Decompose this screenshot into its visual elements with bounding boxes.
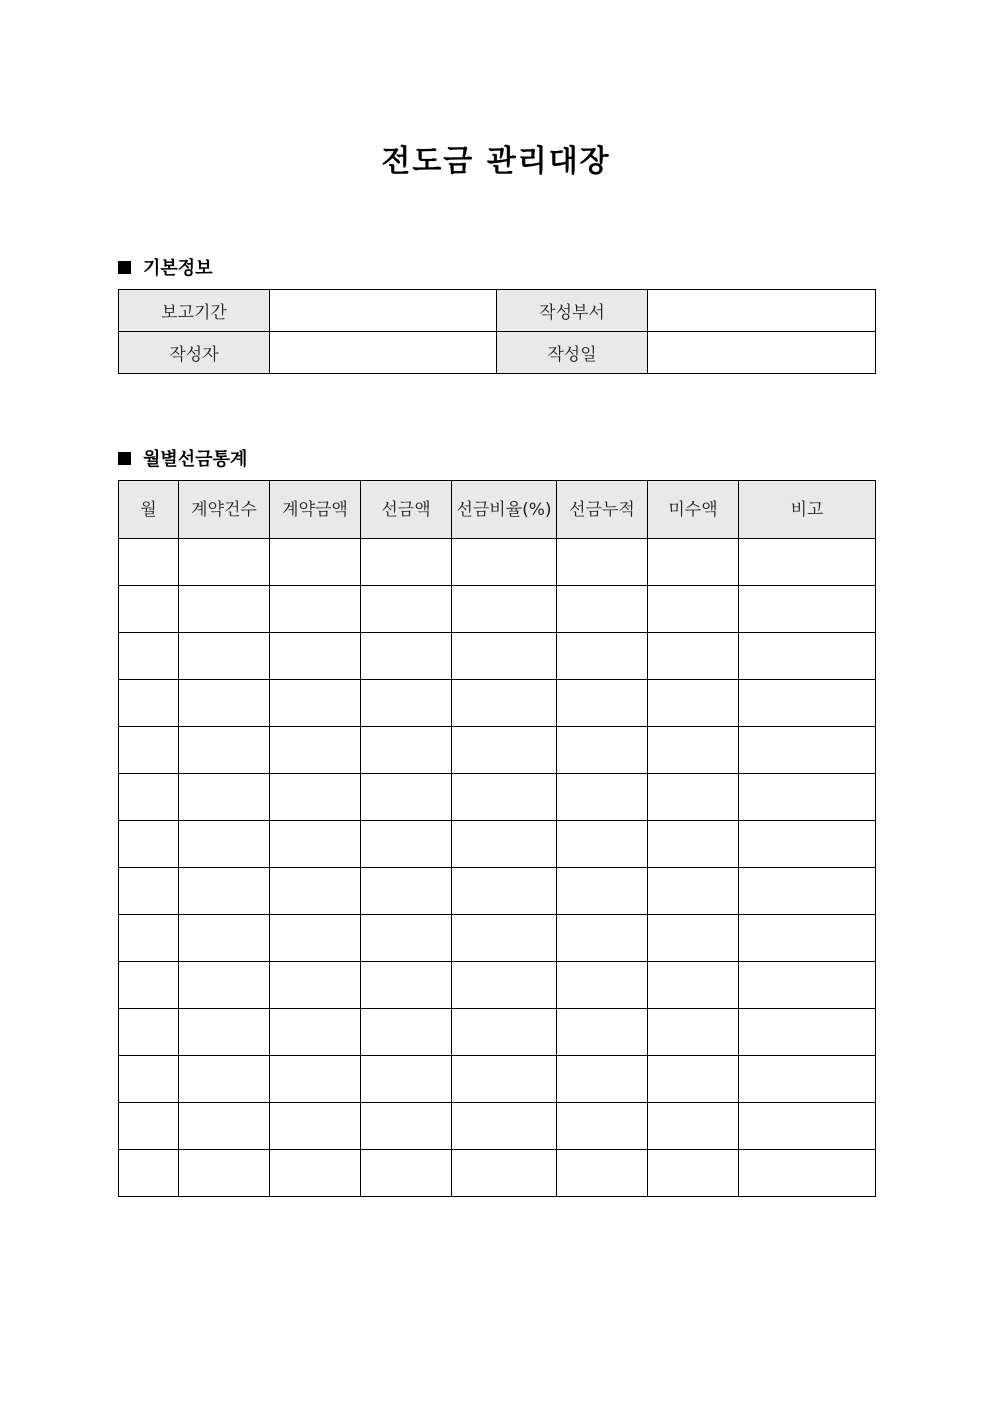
table-cell[interactable] [119, 915, 179, 962]
table-cell[interactable] [648, 774, 739, 821]
table-cell[interactable] [361, 774, 452, 821]
table-cell[interactable] [270, 1056, 361, 1103]
table-cell[interactable] [557, 680, 648, 727]
table-cell[interactable] [270, 586, 361, 633]
table-row [119, 332, 876, 374]
table-cell[interactable] [119, 633, 179, 680]
column-header: 선금누적 [557, 481, 648, 539]
table-cell[interactable] [557, 821, 648, 868]
table-row [119, 915, 876, 962]
table-cell[interactable] [361, 586, 452, 633]
table-cell[interactable] [119, 821, 179, 868]
table-cell[interactable] [452, 539, 557, 586]
table-cell[interactable] [739, 586, 876, 633]
table-cell[interactable] [361, 915, 452, 962]
info-value-field[interactable] [270, 290, 497, 332]
section-heading-label: 월별선금통계 [143, 449, 248, 470]
table-row [119, 586, 876, 633]
table-cell[interactable] [270, 680, 361, 727]
table-cell[interactable] [557, 1009, 648, 1056]
table-cell[interactable] [739, 633, 876, 680]
info-label: 작성부서 [497, 290, 648, 332]
table-cell[interactable] [361, 633, 452, 680]
table-cell[interactable] [179, 1150, 270, 1197]
table-cell[interactable] [179, 680, 270, 727]
table-cell[interactable] [119, 774, 179, 821]
table-cell[interactable] [270, 868, 361, 915]
table-cell[interactable] [361, 1150, 452, 1197]
table-cell[interactable] [119, 1103, 179, 1150]
info-label: 작성일 [497, 332, 648, 374]
info-value-field[interactable] [270, 332, 497, 374]
table-row [119, 1009, 876, 1056]
table-cell[interactable] [648, 586, 739, 633]
table-cell[interactable] [648, 539, 739, 586]
table-cell[interactable] [270, 821, 361, 868]
table-cell[interactable] [452, 1009, 557, 1056]
table-cell[interactable] [452, 774, 557, 821]
table-cell[interactable] [179, 727, 270, 774]
table-cell[interactable] [739, 1009, 876, 1056]
table-cell[interactable] [119, 586, 179, 633]
table-cell[interactable] [739, 962, 876, 1009]
table-cell[interactable] [648, 868, 739, 915]
table-cell[interactable] [739, 915, 876, 962]
table-cell[interactable] [648, 915, 739, 962]
table-cell[interactable] [361, 539, 452, 586]
table-cell[interactable] [119, 1009, 179, 1056]
table-cell[interactable] [557, 1056, 648, 1103]
table-row [119, 774, 876, 821]
table-cell[interactable] [270, 774, 361, 821]
table-cell[interactable] [739, 821, 876, 868]
table-cell[interactable] [119, 962, 179, 1009]
table-cell[interactable] [452, 962, 557, 1009]
table-row [119, 868, 876, 915]
table-cell[interactable] [739, 774, 876, 821]
table-cell[interactable] [361, 680, 452, 727]
table-cell[interactable] [119, 1056, 179, 1103]
table-cell[interactable] [452, 727, 557, 774]
column-header: 선금비율(%) [452, 481, 557, 539]
table-cell[interactable] [119, 727, 179, 774]
table-cell[interactable] [557, 915, 648, 962]
table-cell[interactable] [557, 962, 648, 1009]
table-cell[interactable] [557, 868, 648, 915]
table-cell[interactable] [739, 539, 876, 586]
table-cell[interactable] [648, 1150, 739, 1197]
table-cell[interactable] [557, 1150, 648, 1197]
table-cell[interactable] [739, 1150, 876, 1197]
info-label: 작성자 [119, 332, 270, 374]
table-cell[interactable] [452, 1150, 557, 1197]
table-cell[interactable] [739, 727, 876, 774]
table-cell[interactable] [119, 868, 179, 915]
info-label: 보고기간 [119, 290, 270, 332]
table-cell[interactable] [270, 915, 361, 962]
table-cell[interactable] [452, 821, 557, 868]
table-cell[interactable] [361, 1103, 452, 1150]
table-cell[interactable] [119, 680, 179, 727]
table-header-row [119, 481, 876, 539]
table-row [119, 680, 876, 727]
table-cell[interactable] [179, 915, 270, 962]
table-cell[interactable] [557, 633, 648, 680]
table-cell[interactable] [179, 774, 270, 821]
table-cell[interactable] [270, 1150, 361, 1197]
table-row [119, 727, 876, 774]
table-cell[interactable] [270, 1103, 361, 1150]
table-cell[interactable] [452, 915, 557, 962]
column-header: 미수액 [648, 481, 739, 539]
table-cell[interactable] [557, 539, 648, 586]
table-cell[interactable] [270, 727, 361, 774]
table-cell[interactable] [179, 586, 270, 633]
table-cell[interactable] [119, 539, 179, 586]
table-cell[interactable] [270, 962, 361, 1009]
table-row [119, 821, 876, 868]
table-cell[interactable] [179, 868, 270, 915]
square-bullet-icon [118, 261, 131, 274]
table-row [119, 1103, 876, 1150]
table-cell[interactable] [119, 1150, 179, 1197]
table-cell[interactable] [648, 962, 739, 1009]
table-cell[interactable] [361, 1009, 452, 1056]
table-cell[interactable] [179, 633, 270, 680]
table-cell[interactable] [179, 1056, 270, 1103]
table-cell[interactable] [739, 868, 876, 915]
table-row [119, 290, 876, 332]
table-cell[interactable] [557, 1103, 648, 1150]
table-cell[interactable] [739, 680, 876, 727]
table-cell[interactable] [361, 1056, 452, 1103]
table-cell[interactable] [648, 1009, 739, 1056]
info-value-field[interactable] [648, 332, 876, 374]
column-header: 월 [119, 481, 179, 539]
table-cell[interactable] [452, 1103, 557, 1150]
table-cell[interactable] [648, 1103, 739, 1150]
table-cell[interactable] [452, 586, 557, 633]
table-cell[interactable] [361, 868, 452, 915]
square-bullet-icon [118, 452, 131, 465]
column-header: 계약금액 [270, 481, 361, 539]
column-header: 비고 [739, 481, 876, 539]
section-heading-basic-info [118, 254, 213, 280]
table-cell[interactable] [270, 1009, 361, 1056]
table-cell[interactable] [452, 633, 557, 680]
table-cell[interactable] [452, 680, 557, 727]
monthly-stats-table [118, 480, 876, 1197]
table-cell[interactable] [648, 727, 739, 774]
table-row [119, 1056, 876, 1103]
table-cell[interactable] [361, 821, 452, 868]
table-cell[interactable] [452, 868, 557, 915]
table-cell[interactable] [270, 633, 361, 680]
table-cell[interactable] [557, 586, 648, 633]
info-value-field[interactable] [648, 290, 876, 332]
table-cell[interactable] [557, 727, 648, 774]
table-row [119, 962, 876, 1009]
table-cell[interactable] [648, 633, 739, 680]
section-heading-label: 기본정보 [143, 258, 213, 279]
table-cell[interactable] [179, 1009, 270, 1056]
table-row [119, 633, 876, 680]
table-cell[interactable] [648, 680, 739, 727]
column-header: 선금액 [361, 481, 452, 539]
column-header: 계약건수 [179, 481, 270, 539]
table-cell[interactable] [361, 962, 452, 1009]
table-row [119, 539, 876, 586]
table-cell[interactable] [179, 821, 270, 868]
basic-info-table [118, 289, 876, 374]
page-title: 전도금 관리대장 [381, 144, 611, 179]
table-cell[interactable] [648, 1056, 739, 1103]
table-cell[interactable] [361, 727, 452, 774]
table-cell[interactable] [270, 539, 361, 586]
table-cell[interactable] [452, 1056, 557, 1103]
table-cell[interactable] [179, 1103, 270, 1150]
table-cell[interactable] [739, 1103, 876, 1150]
table-cell[interactable] [648, 821, 739, 868]
table-cell[interactable] [179, 962, 270, 1009]
section-heading-monthly-stats [118, 445, 247, 471]
table-cell[interactable] [557, 774, 648, 821]
table-row [119, 1150, 876, 1197]
table-cell[interactable] [739, 1056, 876, 1103]
table-cell[interactable] [179, 539, 270, 586]
